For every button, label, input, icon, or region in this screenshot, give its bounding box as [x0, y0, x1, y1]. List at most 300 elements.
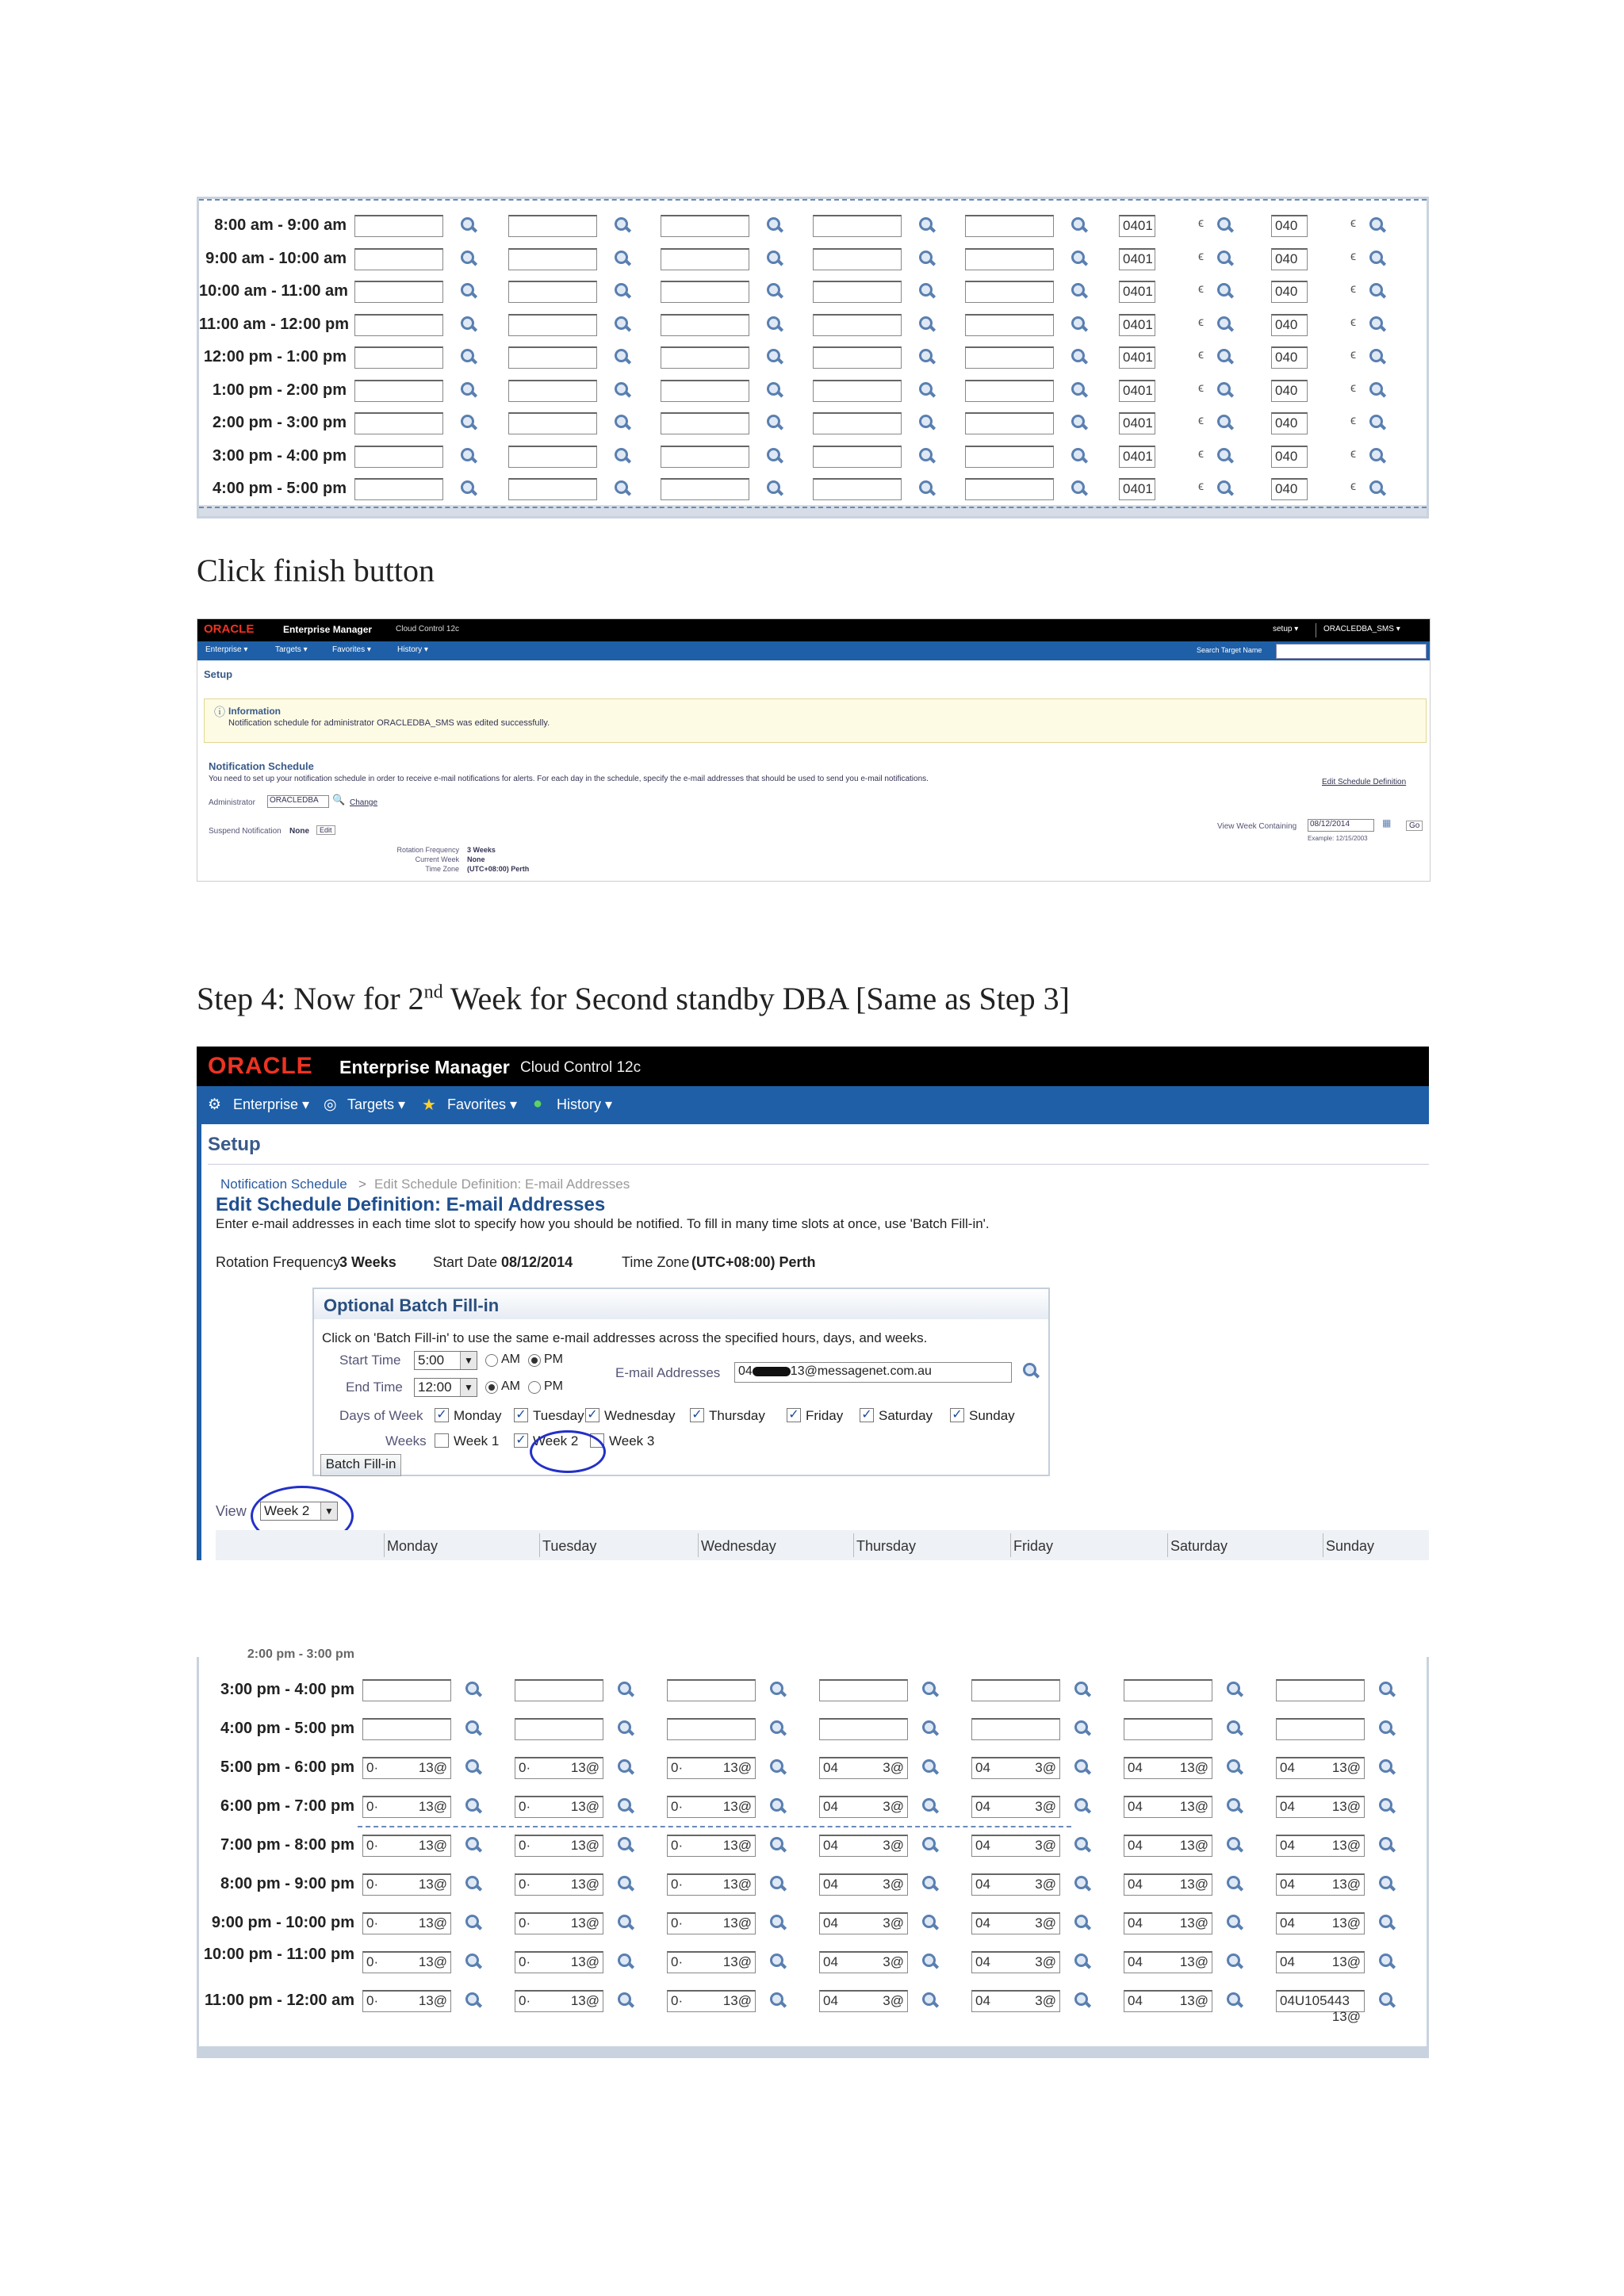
search-icon[interactable]	[1073, 1681, 1090, 1698]
email-slot-input[interactable]	[508, 412, 597, 434]
search-icon[interactable]	[768, 1992, 786, 2009]
email-slot-input[interactable]: 0401	[1119, 412, 1155, 434]
start-time-select[interactable]: 5:00 ▼	[414, 1351, 477, 1370]
search-icon[interactable]	[765, 447, 783, 465]
search-icon[interactable]	[1368, 447, 1385, 465]
search-icon[interactable]	[459, 348, 477, 365]
email-slot-input[interactable]	[971, 1796, 1060, 1818]
email-slot-input[interactable]	[971, 1835, 1060, 1857]
email-slot-input[interactable]	[965, 446, 1054, 468]
search-icon[interactable]	[1368, 381, 1385, 399]
search-icon[interactable]	[1225, 1836, 1243, 1854]
email-slot-input[interactable]	[508, 446, 597, 468]
search-icon[interactable]	[616, 1797, 634, 1815]
email-slot-input[interactable]	[813, 446, 902, 468]
email-slot-input[interactable]	[1276, 1990, 1365, 2024]
search-icon[interactable]	[464, 1681, 481, 1698]
day-checkbox-thursday[interactable]: ✓	[690, 1408, 704, 1422]
search-icon[interactable]	[1073, 1758, 1090, 1776]
email-slot-input[interactable]	[1124, 1990, 1212, 2012]
view-week-input[interactable]: 08/12/2014	[1308, 819, 1374, 832]
search-icon[interactable]	[921, 1875, 938, 1892]
email-slot-input[interactable]	[515, 1873, 603, 1896]
email-slot-input[interactable]: 0401	[1119, 380, 1155, 402]
email-slot-input[interactable]	[1276, 1873, 1365, 1896]
email-slot-input[interactable]	[667, 1796, 756, 1818]
email-slot-input[interactable]	[508, 380, 597, 402]
search-icon[interactable]	[1070, 282, 1087, 300]
search-icon[interactable]	[1377, 1681, 1395, 1698]
search-icon[interactable]	[613, 216, 630, 234]
email-slot-input[interactable]: 0401	[1119, 281, 1155, 303]
search-icon[interactable]	[613, 381, 630, 399]
email-search-icon[interactable]	[1021, 1362, 1039, 1380]
email-slot-input[interactable]	[819, 1757, 908, 1779]
search-icon[interactable]	[917, 282, 935, 300]
search-icon[interactable]	[765, 316, 783, 333]
search-icon[interactable]	[616, 1875, 634, 1892]
nav-targets[interactable]: Targets ▾	[347, 1096, 406, 1112]
email-slot-input[interactable]: 040	[1271, 446, 1308, 468]
enterprise-icon: ⚙	[208, 1096, 222, 1113]
search-icon[interactable]	[1216, 480, 1233, 497]
day-checkbox-friday[interactable]: ✓	[787, 1408, 801, 1422]
search-icon[interactable]	[459, 282, 477, 300]
administrator-field[interactable]: ORACLEDBA	[267, 795, 329, 808]
search-icon[interactable]	[1073, 1992, 1090, 2009]
email-suffix: 13@	[418, 1760, 447, 1775]
search-icon[interactable]	[1368, 316, 1385, 333]
search-icon[interactable]	[917, 316, 935, 333]
search-icon[interactable]	[1225, 1797, 1243, 1815]
email-slot-input[interactable]	[819, 1951, 908, 1973]
email-slot-input[interactable]	[1276, 1679, 1365, 1701]
search-icon[interactable]	[1216, 348, 1233, 365]
target-menu[interactable]: ORACLEDBA_SMS ▾	[1323, 625, 1400, 633]
time-slot-label: 11:00 am - 12:00 pm	[199, 315, 349, 333]
search-icon[interactable]	[1377, 1797, 1395, 1815]
email-slot-input[interactable]	[965, 478, 1054, 500]
nav-enterprise[interactable]: Enterprise ▾	[233, 1096, 310, 1112]
email-slot-input[interactable]	[819, 1873, 908, 1896]
nav-history[interactable]: History ▾	[557, 1096, 613, 1112]
search-icon[interactable]	[459, 216, 477, 234]
search-icon[interactable]	[459, 381, 477, 399]
search-icon[interactable]	[768, 1836, 786, 1854]
email-slot-input[interactable]	[362, 1835, 451, 1857]
email-slot-input[interactable]	[508, 248, 597, 270]
email-slot-input[interactable]	[1124, 1757, 1212, 1779]
email-slot-input[interactable]	[515, 1757, 603, 1779]
email-slot-input[interactable]	[971, 1912, 1060, 1934]
email-slot-input[interactable]	[354, 281, 443, 303]
email-slot-input[interactable]: 040	[1271, 412, 1308, 434]
email-slot-input[interactable]	[1124, 1912, 1212, 1934]
search-icon[interactable]	[1377, 1914, 1395, 1931]
search-icon[interactable]	[1377, 1758, 1395, 1776]
email-slot-input[interactable]	[354, 215, 443, 237]
email-slot-input[interactable]: 0401	[1119, 446, 1155, 468]
email-slot-input[interactable]	[515, 1718, 603, 1740]
administrator-search-icon[interactable]: 🔍	[332, 794, 346, 806]
search-icon[interactable]	[921, 1914, 938, 1931]
email-slot-input[interactable]	[965, 215, 1054, 237]
search-icon[interactable]	[768, 1875, 786, 1892]
email-slot-input[interactable]	[667, 1951, 756, 1973]
email-slot-input[interactable]	[1124, 1873, 1212, 1896]
end-time-select[interactable]: 12:00 ▼	[414, 1378, 477, 1397]
search-icon[interactable]	[765, 282, 783, 300]
search-icon[interactable]	[464, 1797, 481, 1815]
user-menu[interactable]: setup ▾	[1273, 625, 1299, 633]
day-checkbox-tuesday[interactable]: ✓	[514, 1408, 528, 1422]
email-slot-input[interactable]	[667, 1835, 756, 1857]
email-slot-input[interactable]: 0401	[1119, 215, 1155, 237]
search-icon[interactable]	[1225, 1681, 1243, 1698]
email-slot-input[interactable]	[661, 248, 749, 270]
email-slot-input[interactable]	[661, 281, 749, 303]
email-slot-input[interactable]	[819, 1718, 908, 1740]
email-slot-input[interactable]	[813, 314, 902, 336]
search-icon[interactable]	[1073, 1914, 1090, 1931]
search-icon[interactable]	[1070, 348, 1087, 365]
suspend-edit-button[interactable]: Edit	[316, 825, 335, 835]
email-slot-input[interactable]	[971, 1873, 1060, 1896]
email-slot-input[interactable]	[965, 380, 1054, 402]
search-icon[interactable]	[1216, 447, 1233, 465]
email-slot-input[interactable]	[971, 1718, 1060, 1740]
start-am-radio[interactable]	[485, 1354, 498, 1367]
email-slot-input[interactable]	[813, 380, 902, 402]
search-icon[interactable]	[616, 1758, 634, 1776]
search-icon[interactable]	[921, 1797, 938, 1815]
search-icon[interactable]	[464, 1758, 481, 1776]
search-icon[interactable]	[1377, 1953, 1395, 1970]
search-icon[interactable]	[1368, 216, 1385, 234]
email-slot-input[interactable]	[661, 215, 749, 237]
email-slot-input[interactable]	[661, 346, 749, 369]
search-icon[interactable]	[616, 1914, 634, 1931]
table-row	[199, 1749, 1427, 1785]
search-icon[interactable]	[1368, 282, 1385, 300]
email-slot-input[interactable]	[1124, 1718, 1212, 1740]
search-icon[interactable]	[1377, 1836, 1395, 1854]
calendar-icon[interactable]: ▦	[1382, 817, 1392, 828]
email-slot-input[interactable]	[515, 1912, 603, 1934]
search-icon[interactable]	[459, 480, 477, 497]
search-icon[interactable]	[765, 414, 783, 431]
search-icon[interactable]	[1070, 216, 1087, 234]
email-slot-input[interactable]	[1276, 1757, 1365, 1779]
go-button[interactable]: Go	[1406, 821, 1423, 831]
search-icon[interactable]	[1070, 316, 1087, 333]
search-icon[interactable]	[464, 1836, 481, 1854]
email-slot-input[interactable]	[661, 446, 749, 468]
search-icon[interactable]	[1070, 414, 1087, 431]
email-slot-input[interactable]	[965, 281, 1054, 303]
email-slot-input[interactable]	[667, 1873, 756, 1896]
search-icon[interactable]	[768, 1681, 786, 1698]
search-icon[interactable]	[917, 216, 935, 234]
email-slot-input[interactable]	[813, 281, 902, 303]
search-icon[interactable]	[1070, 480, 1087, 497]
email-slot-input[interactable]	[971, 1757, 1060, 1779]
email-slot-input[interactable]	[1124, 1835, 1212, 1857]
search-icon[interactable]	[1377, 1992, 1395, 2009]
search-icon[interactable]	[1368, 414, 1385, 431]
search-icon[interactable]	[1216, 316, 1233, 333]
email-slot-input[interactable]	[813, 215, 902, 237]
email-slot-input[interactable]	[1276, 1796, 1365, 1818]
email-slot-input[interactable]	[354, 380, 443, 402]
email-slot-input[interactable]	[515, 1990, 603, 2012]
edit-schedule-button[interactable]: Edit Schedule Definition	[1322, 778, 1407, 786]
email-slot-input[interactable]	[362, 1718, 451, 1740]
email-slot-input[interactable]: 0401	[1119, 248, 1155, 270]
search-icon[interactable]	[1073, 1836, 1090, 1854]
email-slot-input[interactable]	[362, 1951, 451, 1973]
search-icon[interactable]	[768, 1914, 786, 1931]
email-slot-input[interactable]: 040	[1271, 215, 1308, 237]
email-suffix: 13@	[418, 1877, 447, 1892]
email-slot-input[interactable]	[661, 412, 749, 434]
email-slot-input[interactable]	[362, 1757, 451, 1779]
email-addresses-input[interactable]: 04 13@messagenet.com.au	[734, 1362, 1012, 1383]
search-icon[interactable]	[1070, 381, 1087, 399]
search-icon[interactable]	[765, 381, 783, 399]
email-slot-input[interactable]	[819, 1912, 908, 1934]
search-icon[interactable]	[1377, 1875, 1395, 1892]
search-icon[interactable]	[917, 480, 935, 497]
email-slot-input[interactable]	[965, 314, 1054, 336]
search-icon[interactable]	[616, 1681, 634, 1698]
search-icon[interactable]	[1216, 282, 1233, 300]
search-icon[interactable]	[613, 282, 630, 300]
email-slot-input[interactable]: 040	[1271, 380, 1308, 402]
email-slot-input[interactable]	[813, 248, 902, 270]
search-icon[interactable]	[1216, 250, 1233, 267]
email-slot-input[interactable]	[354, 346, 443, 369]
email-slot-input[interactable]	[965, 346, 1054, 369]
search-icon[interactable]	[917, 447, 935, 465]
search-icon[interactable]	[765, 216, 783, 234]
search-icon[interactable]	[613, 414, 630, 431]
email-slot-input[interactable]	[667, 1912, 756, 1934]
search-icon[interactable]	[1225, 1992, 1243, 2009]
day-checkbox-monday[interactable]: ✓	[435, 1408, 449, 1422]
email-slot-input[interactable]	[508, 215, 597, 237]
email-slot-input[interactable]	[354, 314, 443, 336]
search-icon[interactable]	[613, 348, 630, 365]
search-icon[interactable]	[1368, 250, 1385, 267]
week-checkbox-1[interactable]	[435, 1433, 449, 1448]
email-slot-input[interactable]: 040	[1271, 314, 1308, 336]
search-icon[interactable]	[768, 1720, 786, 1737]
email-slot-input[interactable]	[1124, 1679, 1212, 1701]
search-icon[interactable]	[464, 1720, 481, 1737]
email-slot-input[interactable]	[965, 412, 1054, 434]
email-slot-input[interactable]	[813, 478, 902, 500]
nav-history[interactable]: History ▾	[397, 645, 428, 654]
search-icon[interactable]	[459, 447, 477, 465]
email-slot-input[interactable]	[362, 1873, 451, 1896]
email-slot-input[interactable]	[819, 1990, 908, 2012]
search-icon[interactable]	[1216, 381, 1233, 399]
email-slot-input[interactable]	[1276, 1951, 1365, 1973]
email-slot-input[interactable]	[515, 1951, 603, 1973]
search-icon[interactable]	[1368, 480, 1385, 497]
end-am-radio[interactable]	[485, 1381, 498, 1394]
day-checkbox-saturday[interactable]: ✓	[860, 1408, 874, 1422]
nav-targets[interactable]: Targets ▾	[275, 645, 308, 654]
email-slot-input[interactable]	[515, 1679, 603, 1701]
email-slot-input[interactable]	[667, 1757, 756, 1779]
search-icon[interactable]	[613, 316, 630, 333]
search-icon[interactable]	[464, 1953, 481, 1970]
search-icon[interactable]	[765, 480, 783, 497]
end-pm-radio[interactable]	[528, 1381, 541, 1394]
search-icon[interactable]	[765, 250, 783, 267]
search-icon[interactable]	[917, 414, 935, 431]
search-icon[interactable]	[1216, 216, 1233, 234]
search-icon[interactable]	[921, 1836, 938, 1854]
search-icon[interactable]	[464, 1875, 481, 1892]
search-icon[interactable]	[1225, 1953, 1243, 1970]
day-checkbox-wednesday[interactable]: ✓	[585, 1408, 599, 1422]
search-icon[interactable]	[616, 1992, 634, 2009]
email-slot-input[interactable]	[661, 478, 749, 500]
search-icon[interactable]	[1225, 1875, 1243, 1892]
email-slot-input[interactable]	[354, 248, 443, 270]
search-icon[interactable]	[1216, 414, 1233, 431]
email-slot-input[interactable]	[661, 314, 749, 336]
search-icon[interactable]	[768, 1953, 786, 1970]
search-icon[interactable]	[921, 1992, 938, 2009]
email-slot-input[interactable]	[1276, 1718, 1365, 1740]
search-icon[interactable]	[1073, 1720, 1090, 1737]
email-slot-input[interactable]	[515, 1835, 603, 1857]
week-checkbox-2[interactable]: ✓	[514, 1433, 528, 1448]
email-slot-input[interactable]	[971, 1951, 1060, 1973]
email-slot-input[interactable]: 0401	[1119, 314, 1155, 336]
search-icon[interactable]	[613, 447, 630, 465]
email-slot-input[interactable]	[971, 1679, 1060, 1701]
search-icon[interactable]	[1070, 250, 1087, 267]
email-slot-input[interactable]	[971, 1990, 1060, 2012]
email-slot-input[interactable]	[362, 1912, 451, 1934]
email-slot-input[interactable]	[965, 248, 1054, 270]
search-icon[interactable]	[1073, 1953, 1090, 1970]
search-icon[interactable]	[613, 480, 630, 497]
search-icon[interactable]	[768, 1797, 786, 1815]
change-button[interactable]: Change	[350, 798, 378, 807]
search-icon[interactable]	[921, 1681, 938, 1698]
email-slot-input[interactable]: 040	[1271, 478, 1308, 500]
email-slot-input[interactable]: 040	[1271, 346, 1308, 369]
email-slot-input[interactable]	[515, 1796, 603, 1818]
search-icon[interactable]	[768, 1758, 786, 1776]
search-icon[interactable]	[1073, 1875, 1090, 1892]
email-slot-input[interactable]: 040	[1271, 248, 1308, 270]
email-slot-input[interactable]	[667, 1679, 756, 1701]
search-icon[interactable]	[921, 1720, 938, 1737]
view-week-select[interactable]: Week 2 ▼	[260, 1502, 338, 1521]
search-icon[interactable]	[1225, 1758, 1243, 1776]
breadcrumb-notification-schedule[interactable]: Notification Schedule	[220, 1177, 347, 1192]
email-slot-input[interactable]	[508, 478, 597, 500]
search-icon[interactable]	[1225, 1914, 1243, 1931]
email-slot-input[interactable]	[1276, 1835, 1365, 1857]
email-slot-input[interactable]	[813, 346, 902, 369]
email-slot-input[interactable]	[661, 380, 749, 402]
search-icon[interactable]	[464, 1914, 481, 1931]
search-icon[interactable]	[1368, 348, 1385, 365]
email-slot-input[interactable]	[667, 1990, 756, 2012]
search-icon[interactable]	[917, 348, 935, 365]
search-icon[interactable]	[459, 414, 477, 431]
email-slot-input[interactable]	[508, 314, 597, 336]
search-icon[interactable]	[613, 250, 630, 267]
email-slot-input[interactable]: 040	[1271, 281, 1308, 303]
table-row	[199, 342, 1427, 373]
search-icon[interactable]	[917, 381, 935, 399]
search-icon[interactable]	[616, 1836, 634, 1854]
email-slot-input[interactable]	[819, 1835, 908, 1857]
search-icon[interactable]	[1225, 1720, 1243, 1737]
search-icon[interactable]	[1377, 1720, 1395, 1737]
day-checkbox-sunday[interactable]: ✓	[950, 1408, 964, 1422]
nav-enterprise[interactable]: Enterprise ▾	[205, 645, 248, 654]
batch-fill-in-button[interactable]: Batch Fill-in	[320, 1454, 401, 1476]
search-icon[interactable]	[765, 348, 783, 365]
email-slot-input[interactable]	[362, 1796, 451, 1818]
search-icon[interactable]	[1070, 447, 1087, 465]
email-slot-input[interactable]	[1124, 1796, 1212, 1818]
search-icon[interactable]	[917, 250, 935, 267]
search-target-input[interactable]	[1276, 644, 1427, 659]
email-slot-input[interactable]	[813, 412, 902, 434]
email-slot-input[interactable]	[362, 1679, 451, 1701]
search-icon[interactable]	[616, 1953, 634, 1970]
oracle-logo: ORACLE	[208, 1053, 313, 1079]
email-slot-input[interactable]	[508, 281, 597, 303]
nav-favorites[interactable]: Favorites ▾	[447, 1096, 518, 1112]
email-slot-input[interactable]	[819, 1679, 908, 1701]
email-prefix: 0·	[519, 1954, 531, 1969]
search-icon[interactable]	[921, 1953, 938, 1970]
search-icon[interactable]	[616, 1720, 634, 1737]
email-slot-input[interactable]	[354, 412, 443, 434]
email-slot-input[interactable]: 0401	[1119, 346, 1155, 369]
search-icon[interactable]	[1073, 1797, 1090, 1815]
search-icon[interactable]	[459, 316, 477, 333]
email-slot-input[interactable]: 0401	[1119, 478, 1155, 500]
nav-favorites[interactable]: Favorites ▾	[332, 645, 371, 654]
search-icon[interactable]	[921, 1758, 938, 1776]
email-slot-input[interactable]	[354, 478, 443, 500]
email-slot-input[interactable]	[1124, 1951, 1212, 1973]
email-slot-input[interactable]	[362, 1990, 451, 2012]
email-slot-input[interactable]	[354, 446, 443, 468]
search-icon[interactable]	[459, 250, 477, 267]
start-pm-radio[interactable]	[528, 1354, 541, 1367]
search-icon[interactable]	[464, 1992, 481, 2009]
email-slot-input[interactable]	[667, 1718, 756, 1740]
email-prefix: 04	[975, 1954, 990, 1969]
email-slot-input[interactable]	[819, 1796, 908, 1818]
email-slot-input[interactable]	[1276, 1912, 1365, 1934]
email-slot-input[interactable]	[508, 346, 597, 369]
